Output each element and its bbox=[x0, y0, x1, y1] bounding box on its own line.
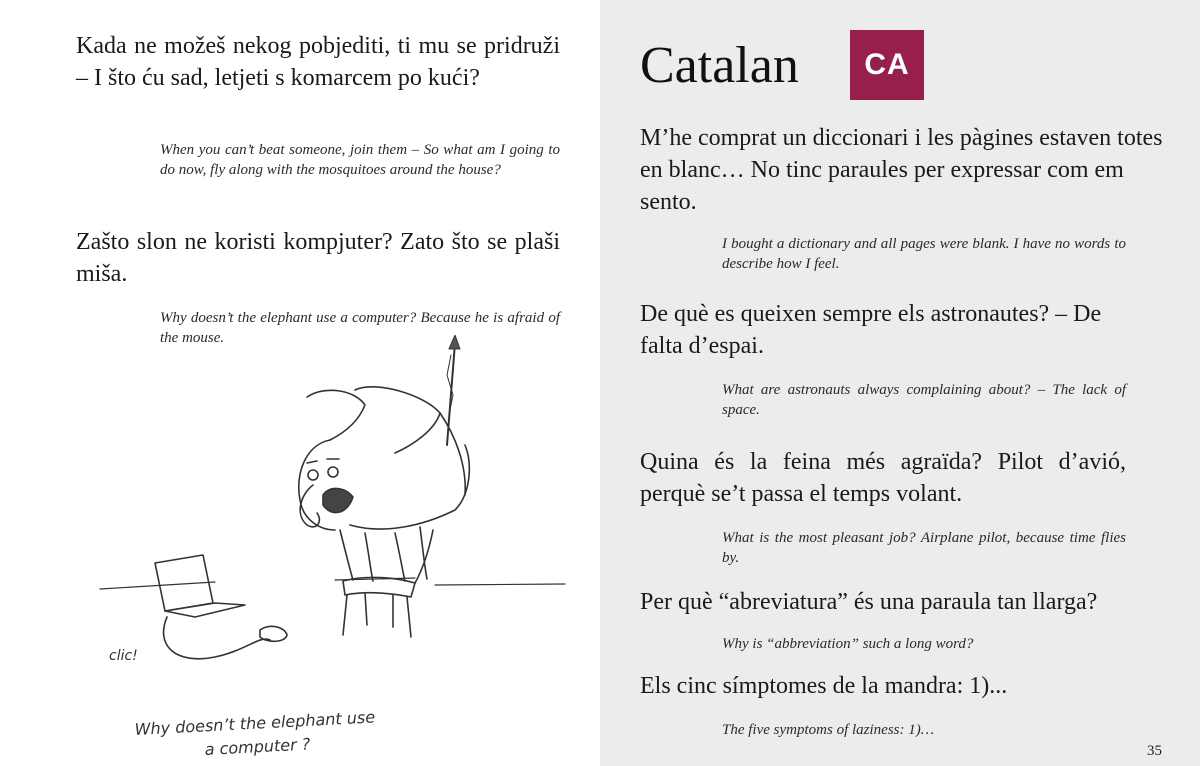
joke-text: Zašto slon ne koristi kompjuter? Zato što se plaši miša. bbox=[76, 229, 560, 287]
right-page bbox=[600, 0, 1200, 766]
joke-translation: Why doesn’t the elephant use a computer? Because he is afraid of the mouse. bbox=[160, 310, 560, 346]
joke-translation: When you can’t beat someone, join them – So what am I going to do now, fly along with the mosquitoes around the house? bbox=[160, 142, 560, 178]
joke-text: Kada ne možeš nekog pobjediti, ti mu se pridruži – I što ću sad, letjeti s komarcem po kući? bbox=[76, 33, 560, 91]
joke-text: M’he comprat un diccionari i les pàgines estaven totes en blanc… No tinc paraules per expressar com em sento. bbox=[640, 125, 1163, 215]
click-label: clic! bbox=[109, 648, 138, 664]
page-title: Catalan bbox=[640, 37, 799, 94]
illustration-caption-line2: a computer ? bbox=[204, 734, 311, 759]
joke-text: De què es queixen sempre els astronautes? – De falta d’espai. bbox=[640, 301, 1102, 359]
page-number: 35 bbox=[1147, 743, 1162, 759]
elephant-illustration bbox=[95, 335, 575, 760]
joke-translation: What is the most pleasant job? Airplane pilot, because time flies by. bbox=[722, 530, 1126, 566]
joke-translation: Why is “abbreviation” such a long word? bbox=[722, 636, 974, 652]
illustration-caption-line1: Why doesn’t the elephant use bbox=[134, 707, 376, 739]
joke-text: Els cinc símptomes de la mandra: 1)... bbox=[640, 673, 1008, 699]
joke-translation: The five symptoms of laziness: 1)… bbox=[722, 722, 935, 738]
joke-text: Per què “abreviatura” és una paraula tan llarga? bbox=[640, 589, 1098, 615]
joke-translation: What are astronauts always complaining about? – The lack of space. bbox=[722, 382, 1126, 418]
joke-translation: I bought a dictionary and all pages were blank. I have no words to describe how I feel. bbox=[722, 236, 1126, 272]
joke-text: Quina és la feina més agraïda? Pilot d’avió, perquè se’t passa el temps volant. bbox=[640, 449, 1126, 507]
language-badge: CA bbox=[850, 30, 924, 100]
